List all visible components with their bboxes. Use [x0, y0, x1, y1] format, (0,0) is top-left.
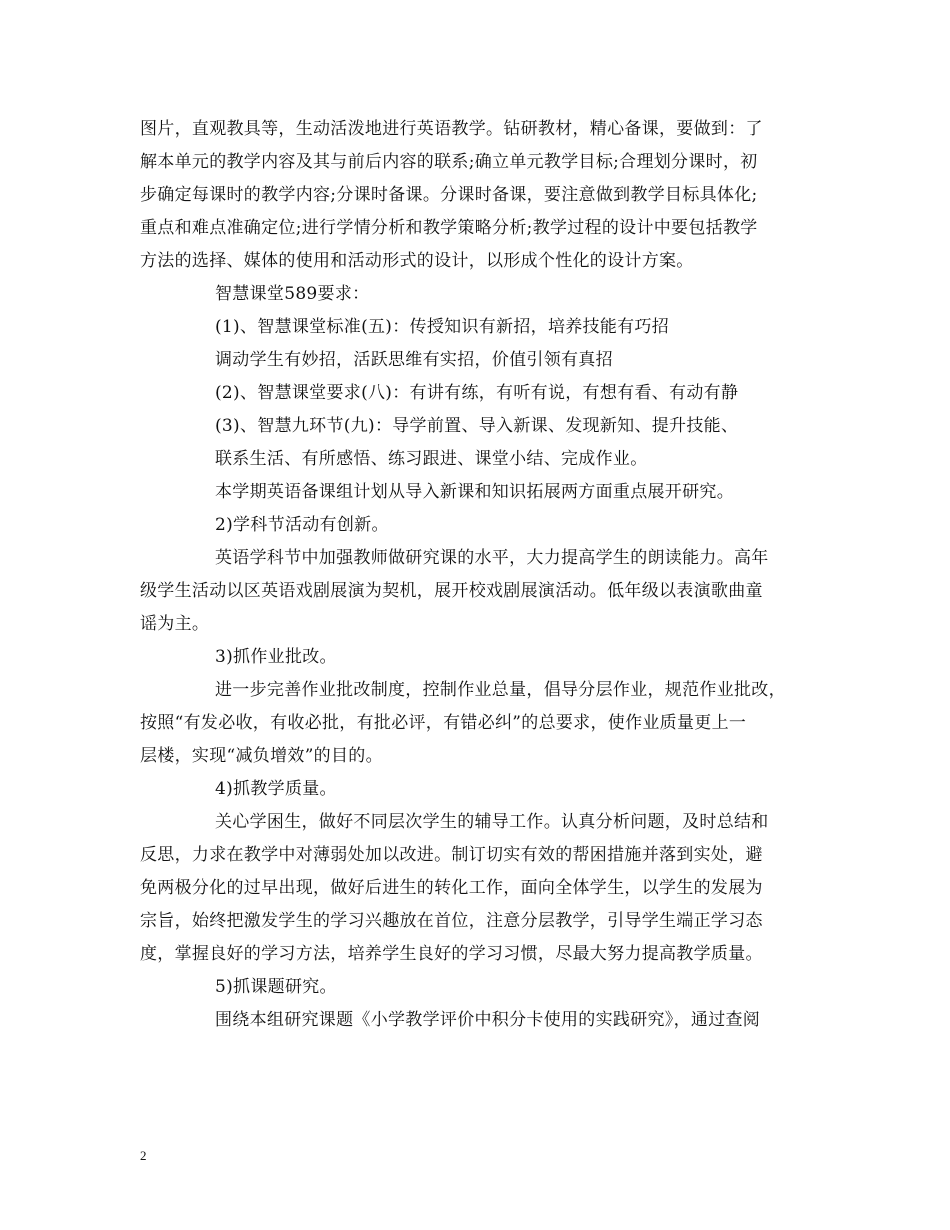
section-heading: 3)抓作业批改。: [215, 647, 337, 667]
section-heading: 2)学科节活动有创新。: [215, 515, 389, 535]
text-line: 步确定每课时的教学内容;分课时备课。分课时备课，要注意做到教学目标具体化;: [140, 185, 758, 205]
text-line: 进一步完善作业批改制度，控制作业总量，倡导分层作业，规范作业批改，: [215, 680, 786, 700]
text-line: 围绕本组研究课题《小学教学评价中积分卡使用的实践研究》，通过查阅: [215, 1010, 761, 1030]
text-line: (1)、智慧课堂标准(五)：传授知识有新招，培养技能有巧招: [215, 317, 670, 337]
text-line: 级学生活动以区英语戏剧展演为契机，展开校戏剧展演活动。低年级以表演歌曲童: [140, 581, 763, 601]
section-heading: 智慧课堂589要求：: [215, 284, 370, 304]
text-line: 按照“有发必收，有收必批，有批必评，有错必纠”的总要求，使作业质量更上一: [140, 713, 747, 733]
text-line: 谣为主。: [140, 614, 210, 634]
text-line: 解本单元的教学内容及其与前后内容的联系;确立单元教学目标;合理划分课时，初: [140, 152, 758, 172]
text-line: (2)、智慧课堂要求(八)：有讲有练，有听有说，有想有看、有动有静: [215, 383, 739, 403]
text-line: 关心学困生，做好不同层次学生的辅导工作。认真分析问题，及时总结和: [215, 812, 769, 832]
text-line: 联系生活、有所感悟、练习跟进、课堂小结、完成作业。: [215, 449, 648, 469]
text-line: 宗旨，始终把激发学生的学习兴趣放在首位，注意分层教学，引导学生端正学习态: [140, 911, 763, 931]
page-number: 2: [140, 1148, 147, 1163]
text-line: 反思，力求在教学中对薄弱处加以改进。制订切实有效的帮困措施并落到实处，避: [140, 845, 763, 865]
text-line: (3)、智慧九环节(九)：导学前置、导入新课、发现新知、提升技能、: [215, 416, 739, 436]
section-heading: 4)抓教学质量。: [215, 779, 337, 799]
text-line: 层楼，实现“减负增效”的目的。: [140, 746, 383, 766]
text-line: 调动学生有妙招，活跃思维有实招，价值引领有真招: [215, 350, 613, 370]
text-line: 本学期英语备课组计划从导入新课和知识拓展两方面重点展开研究。: [215, 482, 734, 502]
text-line: 图片，直观教具等，生动活泼地进行英语教学。钻研教材，精心备课，要做到：了: [140, 119, 763, 139]
text-line: 免两极分化的过早出现，做好后进生的转化工作，面向全体学生，以学生的发展为: [140, 878, 763, 898]
section-heading: 5)抓课题研究。: [215, 977, 337, 997]
text-line: 重点和难点准确定位;进行学情分析和教学策略分析;教学过程的设计中要包括教学: [140, 218, 758, 238]
text-line: 英语学科节中加强教师做研究课的水平，大力提高学生的朗读能力。高年: [215, 548, 769, 568]
text-line: 度，掌握良好的学习方法，培养学生良好的学习习惯，尽最大努力提高教学质量。: [140, 944, 763, 964]
text-line: 方法的选择、媒体的使用和活动形式的设计，以形成个性化的设计方案。: [140, 251, 694, 271]
